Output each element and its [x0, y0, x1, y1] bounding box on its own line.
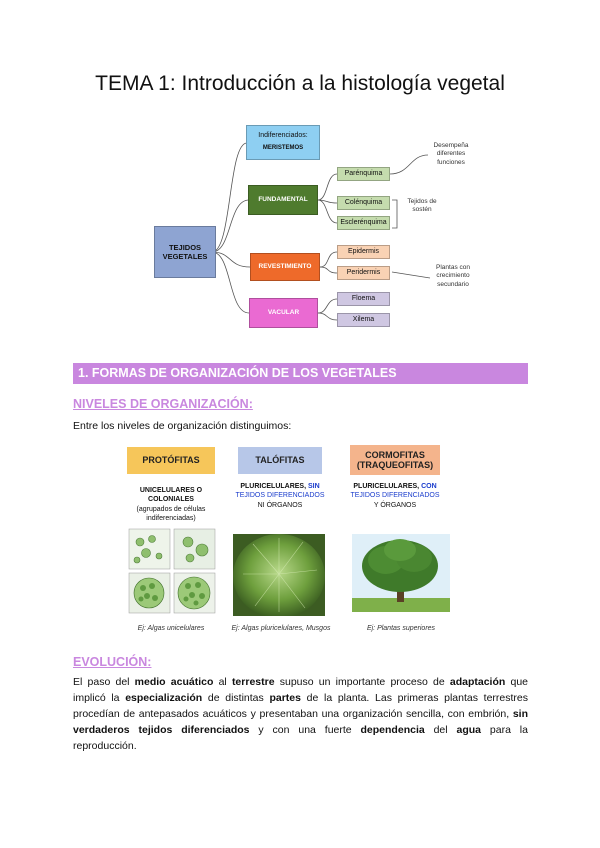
para-bold-3: adaptación — [449, 676, 506, 688]
talofitas-text-blue-1: SIN — [308, 483, 320, 490]
parenquima-label: Parénquima — [344, 169, 383, 177]
fundamental-label: FUNDAMENTAL — [258, 195, 308, 203]
protofitas-header: PROTÓFITAS — [127, 447, 215, 474]
meristem-line1: Indiferenciados: — [258, 132, 308, 140]
vacular-label: VACULAR — [267, 308, 300, 316]
cormofitas-text-3: Y ÓRGANOS — [373, 501, 417, 509]
cormofitas-header — [350, 445, 440, 475]
niveles-intro: Entre los niveles de organización distinguimos: — [73, 420, 292, 432]
note-peridermis: Plantas con crecimiento secundario — [436, 264, 470, 288]
cormofitas-header-line1: CORMOFITAS — [365, 449, 425, 460]
note-parenquima: Desempeña diferentes funciones — [433, 142, 469, 166]
para-text-5: de distintas — [202, 692, 270, 704]
talofitas-text-3: NI ÓRGANOS — [257, 501, 303, 509]
para-bold-6: sin verdaderos tejidos diferenciados — [73, 708, 528, 736]
niveles-title: NIVELES DE ORGANIZACIÓN: — [73, 397, 253, 411]
para-text-6: de la planta. Las primeras plantas terrestres procedían de antepasados acuáticos y presentaban una organización sencilla, con embrión, — [73, 692, 528, 720]
esclerenquima-label: Esclerénquima — [340, 218, 387, 226]
para-text-3: supuso un importante proceso de — [274, 676, 450, 688]
caption-cormofitas: Ej: Plantas superiores — [366, 625, 436, 632]
parenquima-node — [337, 167, 390, 181]
colenquima-node — [337, 196, 390, 210]
epidermis-label: Epidermis — [347, 247, 380, 255]
esclerenquima-node — [337, 216, 390, 230]
peridermis-label: Peridermis — [346, 268, 381, 276]
para-text-4: que implicó la — [73, 676, 528, 704]
revestimiento-node — [250, 253, 320, 281]
evolucion-title: EVOLUCIÓN: — [73, 655, 152, 669]
peridermis-node — [337, 266, 390, 280]
talofitas-text — [230, 482, 330, 510]
page-title: TEMA 1: Introducción a la histología vegetal — [95, 72, 505, 95]
cormofitas-text — [343, 482, 447, 510]
tree-image — [352, 534, 450, 612]
evolucion-paragraph — [73, 674, 528, 754]
revestimiento-label: REVESTIMIENTO — [258, 262, 312, 270]
floema-node — [337, 292, 390, 306]
para-text-1: El paso del — [73, 676, 135, 688]
tree-svg — [352, 534, 450, 612]
para-bold-5: partes — [269, 692, 301, 704]
algae-micrograph-svg — [128, 528, 216, 614]
para-text-7: y con una fuerte — [249, 724, 361, 736]
protofitas-text-2: COLONIALES — [148, 496, 194, 504]
talofitas-header: TALÓFITAS — [238, 447, 322, 474]
para-text-8: del — [424, 724, 457, 736]
talofitas-text-1: PLURICELULARES, — [240, 483, 307, 490]
para-text-2: al — [213, 676, 232, 688]
moss-svg — [233, 534, 325, 616]
protofitas-text-1: UNICELULARES O — [139, 487, 203, 494]
caption-protofitas: Ej: Algas unicelulares — [137, 625, 205, 632]
vacular-node — [249, 298, 318, 328]
para-bold-1: medio acuático — [134, 676, 214, 688]
caption-talofitas: Ej: Algas pluricelulares, Musgos — [231, 625, 331, 632]
protofitas-text-4: indiferenciadas) — [146, 515, 196, 523]
diagram-connectors — [0, 0, 600, 340]
moss-image — [233, 534, 325, 616]
protofitas-text — [122, 486, 220, 524]
epidermis-node — [337, 245, 390, 259]
root-label: TEJIDOS VEGETALES — [162, 242, 208, 261]
xilema-label: Xilema — [352, 315, 375, 323]
algae-micrograph-image — [128, 528, 216, 614]
cormofitas-text-blue-2: TEJIDOS DIFERENCIADOS — [350, 492, 440, 500]
meristem-node — [246, 125, 320, 160]
talofitas-text-blue-2: TEJIDOS DIFERENCIADOS — [235, 492, 325, 500]
para-bold-7: dependencia — [360, 724, 425, 736]
protofitas-text-3: (agrupados de células — [136, 505, 206, 513]
root-node — [154, 226, 216, 278]
cormofitas-text-blue-1: CON — [421, 483, 437, 490]
meristem-line2: MERISTEMOS — [262, 145, 304, 152]
fundamental-node — [248, 185, 318, 215]
note-sosten: Tejidos de sostén — [407, 198, 437, 214]
cormofitas-header-line2: (TRAQUEOFITAS) — [356, 460, 434, 470]
colenquima-label: Colénquima — [344, 198, 383, 206]
floema-label: Floema — [351, 294, 376, 302]
cormofitas-text-1: PLURICELULARES, — [353, 483, 420, 490]
xilema-node — [337, 313, 390, 327]
para-text-9: para la reproducción. — [73, 724, 528, 752]
para-bold-4: especialización — [125, 692, 203, 704]
section-heading: 1. FORMAS DE ORGANIZACIÓN DE LOS VEGETALES — [73, 363, 528, 384]
para-bold-2: terrestre — [231, 676, 275, 688]
para-bold-8: agua — [456, 724, 482, 736]
